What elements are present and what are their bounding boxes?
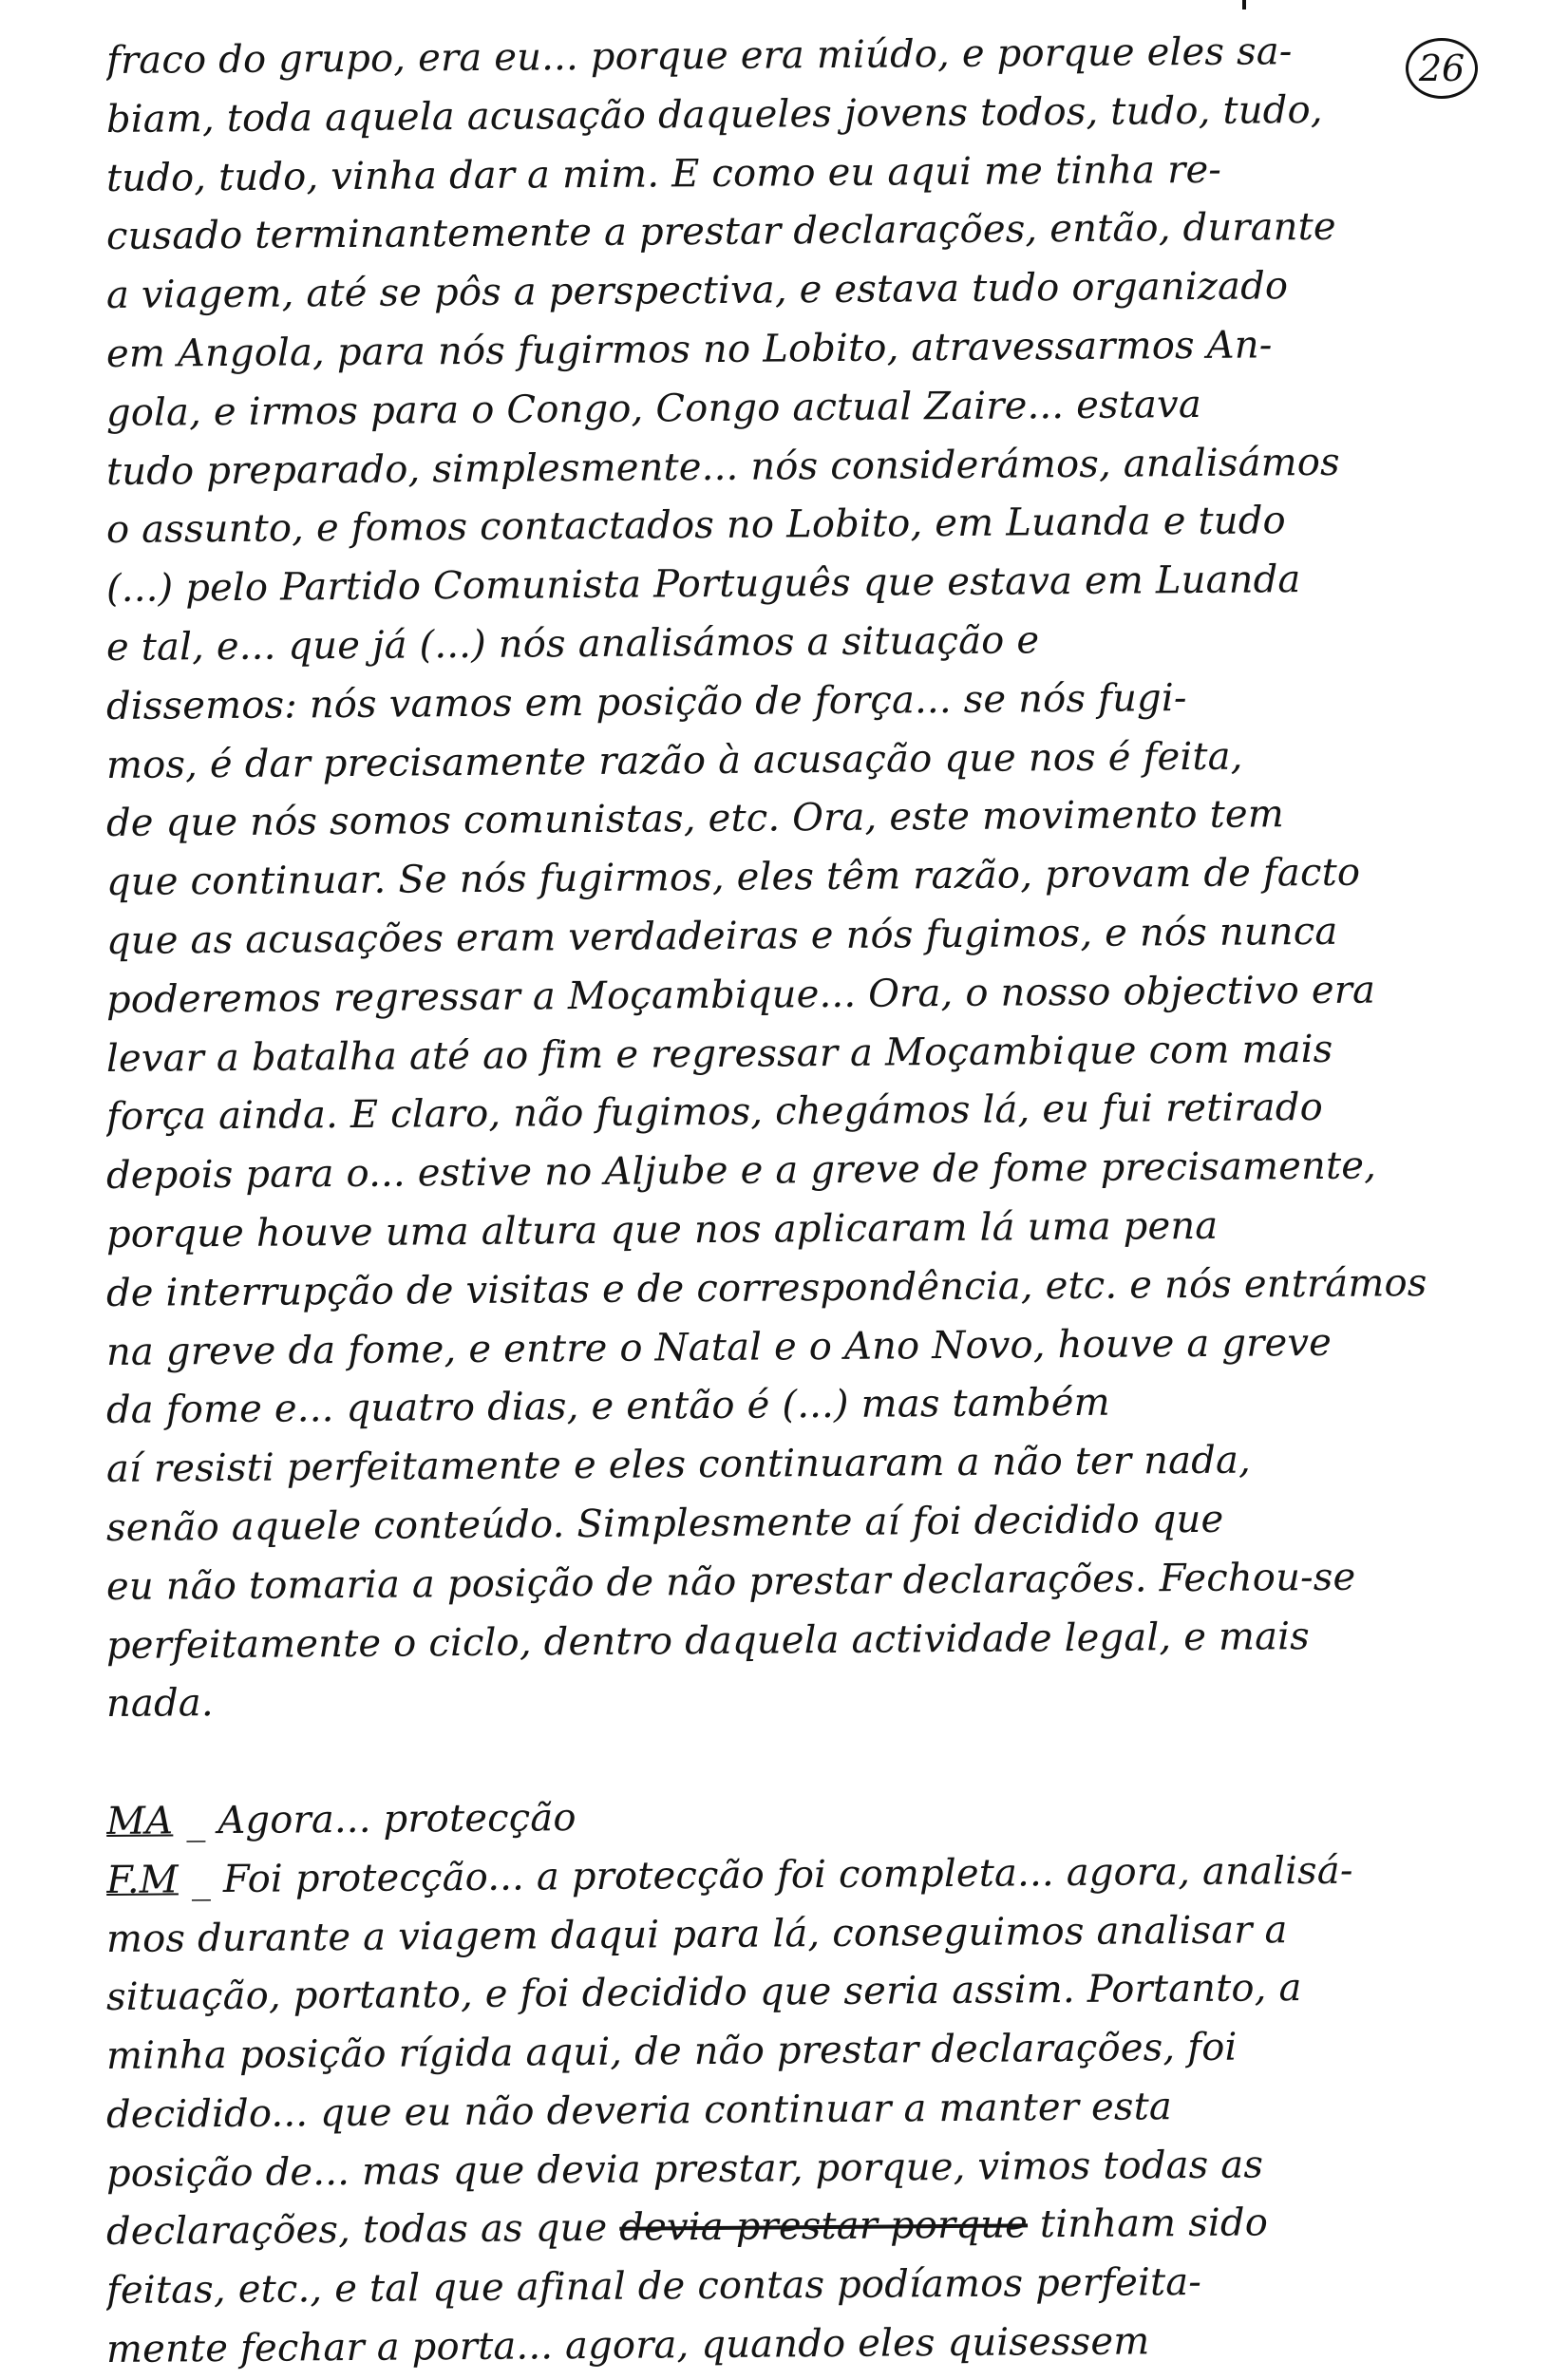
line-text: Foi protecção... a protecção foi completa... agora, analisá- bbox=[222, 1848, 1353, 1901]
manuscript-line: F.M _ Foi protecção... a protecção foi completa... agora, analisá- bbox=[105, 1848, 1353, 1902]
manuscript-line: MA _ Agora... protecção bbox=[105, 1796, 577, 1843]
handwritten-transcript bbox=[105, 29, 1512, 2380]
line-text: que as acusações eram verdadeiras e nós fugimos, e nós nunca bbox=[105, 909, 1338, 963]
line-text: mos, é dar precisamente razão à acusação que nos é feita, bbox=[105, 734, 1243, 787]
line-text: levar a batalha até ao fim e regressar a Moçambique com mais bbox=[105, 1027, 1333, 1081]
line-text: da fome e... quatro dias, e então é (...) mas também bbox=[105, 1381, 1110, 1433]
line-text: senão aquele conteúdo. Simplesmente aí foi decidido que bbox=[105, 1497, 1224, 1550]
line-text: (...) pelo Partido Comunista Português que estava em Luanda bbox=[105, 557, 1301, 612]
manuscript-line bbox=[106, 1665, 1512, 1734]
line-text: minha posição rígida aqui, de não prestar declarações, foi bbox=[105, 2025, 1238, 2079]
speaker-label: MA bbox=[105, 1799, 174, 1843]
line-text: depois para o... estive no Aljube e a greve de fome precisamente, bbox=[105, 1143, 1377, 1199]
line-text: mos durante a viagem daqui para lá, conseguimos analisar a bbox=[105, 1907, 1288, 1961]
crossed-out-words: devia prestar porque bbox=[619, 2202, 1029, 2251]
line-text: declarações, todas as que devia prestar porque tinham sido bbox=[105, 2201, 1269, 2255]
manuscript-line bbox=[106, 2252, 1512, 2321]
line-text: de interrupção de visitas e de correspondência, etc. e nós entrámos bbox=[105, 1260, 1427, 1315]
line-text: de que nós somos comunistas, etc. Ora, este movimento tem bbox=[105, 792, 1285, 846]
line-text: aí resisti perfeitamente e eles continuaram a não ter nada, bbox=[105, 1438, 1252, 1492]
manuscript-line bbox=[106, 901, 1512, 971]
manuscript-line bbox=[106, 1723, 1512, 1792]
speaker-label: F.M bbox=[105, 1858, 179, 1902]
manuscript-line bbox=[106, 1254, 1512, 1323]
line-text: tudo preparado, simplesmente... nós considerámos, analisámos bbox=[105, 440, 1340, 494]
line-text: porque houve uma altura que nos aplicaram lá uma pena bbox=[105, 1203, 1219, 1256]
line-text: e tal, e... que já (...) nós analisámos a situação e bbox=[105, 618, 1040, 670]
manuscript-line bbox=[106, 373, 1512, 443]
line-text: tudo, tudo, vinha dar a mim. E como eu aqui me tinha re- bbox=[105, 147, 1222, 200]
page-number-circle: 26 bbox=[1406, 38, 1478, 99]
line-text: que continuar. Se nós fugirmos, eles têm razão, provam de facto bbox=[105, 850, 1361, 905]
page-edge-mark bbox=[1242, 0, 1246, 9]
manuscript-line bbox=[106, 843, 1512, 913]
line-text: nada. bbox=[105, 1681, 214, 1727]
line-text: posição de... mas que devia prestar, porque, vimos todas as bbox=[105, 2143, 1264, 2196]
manuscript-line bbox=[106, 1137, 1512, 1206]
manuscript-line bbox=[106, 21, 1512, 90]
manuscript-line bbox=[106, 608, 1512, 677]
manuscript-line bbox=[106, 667, 1512, 736]
manuscript-line bbox=[106, 2310, 1512, 2379]
manuscript-line bbox=[106, 1195, 1512, 1264]
line-text: eu não tomaria a posição de não prestar declarações. Fechou-se bbox=[105, 1555, 1356, 1609]
line-text: a viagem, até se pôs a perspectiva, e estava tudo organizado bbox=[105, 264, 1289, 318]
manuscript-line bbox=[106, 1430, 1512, 1500]
line-text: o assunto, e fomos contactados no Lobito, em Luanda e tudo bbox=[105, 499, 1287, 553]
line-text: cusado terminantemente a prestar declarações, então, durante bbox=[105, 205, 1336, 259]
line-text: situação, portanto, e foi decidido que seria assim. Portanto, a bbox=[105, 1966, 1302, 2020]
line-text: gola, e irmos para o Congo, Congo actual Zaire... estava bbox=[105, 382, 1202, 435]
line-text: força ainda. E claro, não fugimos, chegámos lá, eu fui retirado bbox=[105, 1086, 1324, 1140]
manuscript-line bbox=[106, 1547, 1512, 1616]
line-text: Agora... protecção bbox=[217, 1796, 577, 1842]
manuscript-line bbox=[106, 960, 1512, 1029]
line-text: biam, toda aquela acusação daqueles jovens todos, tudo, tudo, bbox=[105, 87, 1323, 142]
manuscript-line bbox=[106, 1371, 1512, 1441]
manuscript-line bbox=[106, 550, 1512, 619]
line-text: dissemos: nós vamos em posição de força... se nós fugi- bbox=[105, 675, 1187, 728]
line-text: na greve da fome, e entre o Natal e o Ano Novo, houve a greve bbox=[105, 1320, 1333, 1374]
line-text: poderemos regressar a Moçambique... Ora, o nosso objectivo era bbox=[105, 968, 1376, 1022]
manuscript-line bbox=[106, 1488, 1512, 1558]
line-text: em Angola, para nós fugirmos no Lobito, atravessarmos An- bbox=[105, 323, 1273, 376]
manuscript-line bbox=[106, 2016, 1512, 2086]
line-text: fraco do grupo, era eu... porque era miúdo, e porque eles sa- bbox=[105, 29, 1293, 83]
line-text: perfeitamente o ciclo, dentro daquela actividade legal, e mais bbox=[105, 1614, 1311, 1668]
line-text: feitas, etc., e tal que afinal de contas podíamos perfeita- bbox=[105, 2260, 1202, 2314]
manuscript-line bbox=[106, 1958, 1512, 2028]
manuscript-line bbox=[106, 256, 1512, 326]
manuscript-line bbox=[106, 80, 1512, 149]
line-text: decidido... que eu não deveria continuar a manter esta bbox=[105, 2085, 1173, 2137]
manuscript-line bbox=[106, 314, 1512, 384]
manuscript-line bbox=[106, 2075, 1512, 2144]
line-text: mente fechar a porta... agora, quando eles quisessem bbox=[105, 2319, 1150, 2372]
